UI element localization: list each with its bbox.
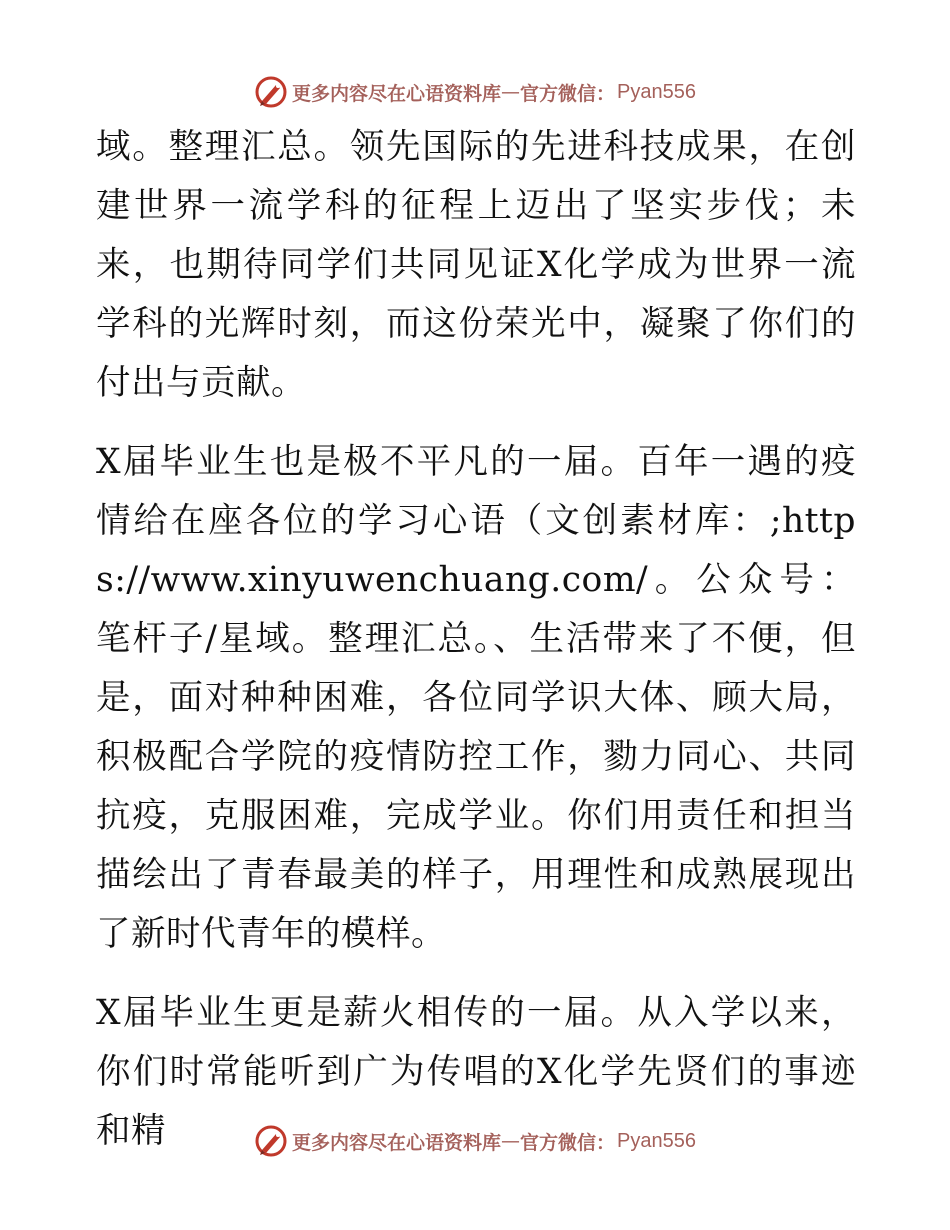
pen-logo-icon [254, 75, 288, 109]
paragraph-1: 域。整理汇总。领先国际的先进科技成果，在创建世界一流学科的征程上迈出了坚实步伐；未来，也期待同学们共同见证X化学成为世界一流学科的光辉时刻，而这份荣光中，凝聚了你们的付出与贡献。 [96, 127, 856, 403]
banner-official-label: 官方微信： [520, 1131, 616, 1154]
banner-site-text: 更多内容尽在心语资料库 [292, 1131, 502, 1154]
banner-dash: — [501, 1130, 521, 1152]
paragraph-2: X届毕业生也是极不平凡的一届。百年一遇的疫情给在座各位的学习心语（文创素材库：;https://www.xinyuwenchuang.com/。公众号：笔杆子/星域。整理汇总。、生活带来了不便，但是，面对种种困难，各位同学识大体、顾大局，积极配合学院的疫情防控工作，勠力同心、共同抗疫，克服困难，完成学业。你们用责任和担当描绘出了青春最美的样子，用理性和成熟展现出了新时代青年的模样。 [96, 442, 856, 954]
paragraph-3: X届毕业生更是薪火相传的一届。从入学以来，你们时常能听到广为传唱的X化学先贤们的事迹和精 [96, 993, 856, 1151]
header-banner [0, 72, 950, 112]
document-body [96, 118, 856, 1161]
banner-official-label: 官方微信： [520, 82, 616, 105]
footer-banner [0, 1121, 950, 1161]
banner-dash: — [501, 81, 521, 103]
banner-site-text: 更多内容尽在心语资料库 [292, 82, 502, 105]
banner-wechat-id: Pyan556 [617, 80, 696, 103]
pen-logo-icon [254, 1124, 288, 1158]
banner-wechat-id: Pyan556 [617, 1129, 696, 1152]
